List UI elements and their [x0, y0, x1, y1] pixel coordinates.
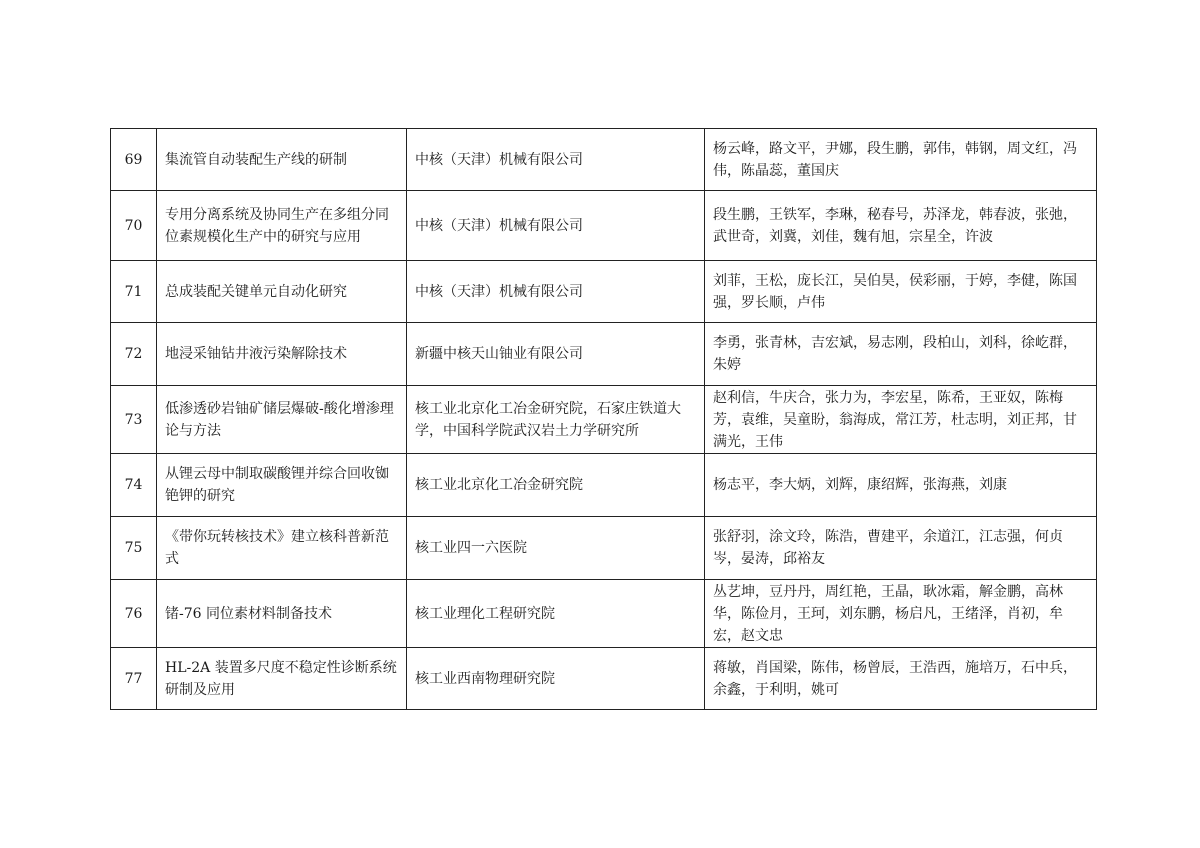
contributors: 段生鹏，王铁军，李琳，秘春号，苏泽龙，韩春波，张弛，武世奇，刘冀，刘佳，魏有旭，宗星全，许波	[705, 191, 1097, 261]
contributors: 赵利信，牛庆合，张力为，李宏星，陈希，王亚奴，陈梅芳，袁维，吴童盼，翁海成，常江芳，杜志明，刘正邦，甘满光，王伟	[705, 386, 1097, 454]
table-row	[111, 648, 1097, 710]
project-name: 锗-76 同位素材料制备技术	[157, 580, 407, 648]
contributors: 丛艺坤，豆丹丹，周红艳，王晶，耿冰霜，解金鹏，高林华，陈俭月，王珂，刘东鹏，杨启凡，王绪泽，肖初，牟宏，赵文忠	[705, 580, 1097, 648]
table-row	[111, 261, 1097, 323]
row-number: 74	[111, 454, 157, 517]
project-name: 集流管自动装配生产线的研制	[157, 129, 407, 191]
organization: 核工业四一六医院	[407, 517, 705, 580]
row-number: 69	[111, 129, 157, 191]
project-name: 地浸采铀钻井液污染解除技术	[157, 323, 407, 386]
contributors: 李勇，张青林，吉宏斌，易志刚，段柏山，刘科，徐屹群，朱婷	[705, 323, 1097, 386]
project-name: 从锂云母中制取碳酸锂并综合回收铷铯钾的研究	[157, 454, 407, 517]
organization: 核工业北京化工冶金研究院，石家庄铁道大学，中国科学院武汉岩土力学研究所	[407, 386, 705, 454]
contributors: 张舒羽，涂文玲，陈浩，曹建平，余道江，江志强，何贞岑，晏涛，邱裕友	[705, 517, 1097, 580]
row-number: 75	[111, 517, 157, 580]
contributors: 刘菲，王松，庞长江，吴伯昊，侯彩丽，于婷，李健，陈国强，罗长顺，卢伟	[705, 261, 1097, 323]
award-list-table	[110, 128, 1097, 710]
contributors: 杨云峰，路文平，尹娜，段生鹏，郭伟，韩钢，周文红，冯伟，陈晶蕊，董国庆	[705, 129, 1097, 191]
project-name: 低渗透砂岩铀矿储层爆破-酸化增渗理论与方法	[157, 386, 407, 454]
row-number: 76	[111, 580, 157, 648]
organization: 中核（天津）机械有限公司	[407, 129, 705, 191]
project-name: HL-2A 装置多尺度不稳定性诊断系统研制及应用	[157, 648, 407, 710]
organization: 核工业西南物理研究院	[407, 648, 705, 710]
project-name: 总成装配关键单元自动化研究	[157, 261, 407, 323]
organization: 核工业理化工程研究院	[407, 580, 705, 648]
table-row	[111, 129, 1097, 191]
table-row	[111, 323, 1097, 386]
contributors: 蒋敏，肖国梁，陈伟，杨曾辰，王浩西，施培万，石中兵，余鑫，于利明，姚可	[705, 648, 1097, 710]
table-row	[111, 580, 1097, 648]
organization: 中核（天津）机械有限公司	[407, 261, 705, 323]
row-number: 73	[111, 386, 157, 454]
organization: 中核（天津）机械有限公司	[407, 191, 705, 261]
table-row	[111, 191, 1097, 261]
row-number: 70	[111, 191, 157, 261]
contributors: 杨志平，李大炳，刘辉，康绍辉，张海燕，刘康	[705, 454, 1097, 517]
table-row	[111, 517, 1097, 580]
project-name: 专用分离系统及协同生产在多组分同位素规模化生产中的研究与应用	[157, 191, 407, 261]
organization: 新疆中核天山铀业有限公司	[407, 323, 705, 386]
table-row	[111, 386, 1097, 454]
table-row	[111, 454, 1097, 517]
row-number: 77	[111, 648, 157, 710]
organization: 核工业北京化工冶金研究院	[407, 454, 705, 517]
award-list-body	[111, 129, 1097, 710]
row-number: 72	[111, 323, 157, 386]
project-name: 《带你玩转核技术》建立核科普新范式	[157, 517, 407, 580]
row-number: 71	[111, 261, 157, 323]
